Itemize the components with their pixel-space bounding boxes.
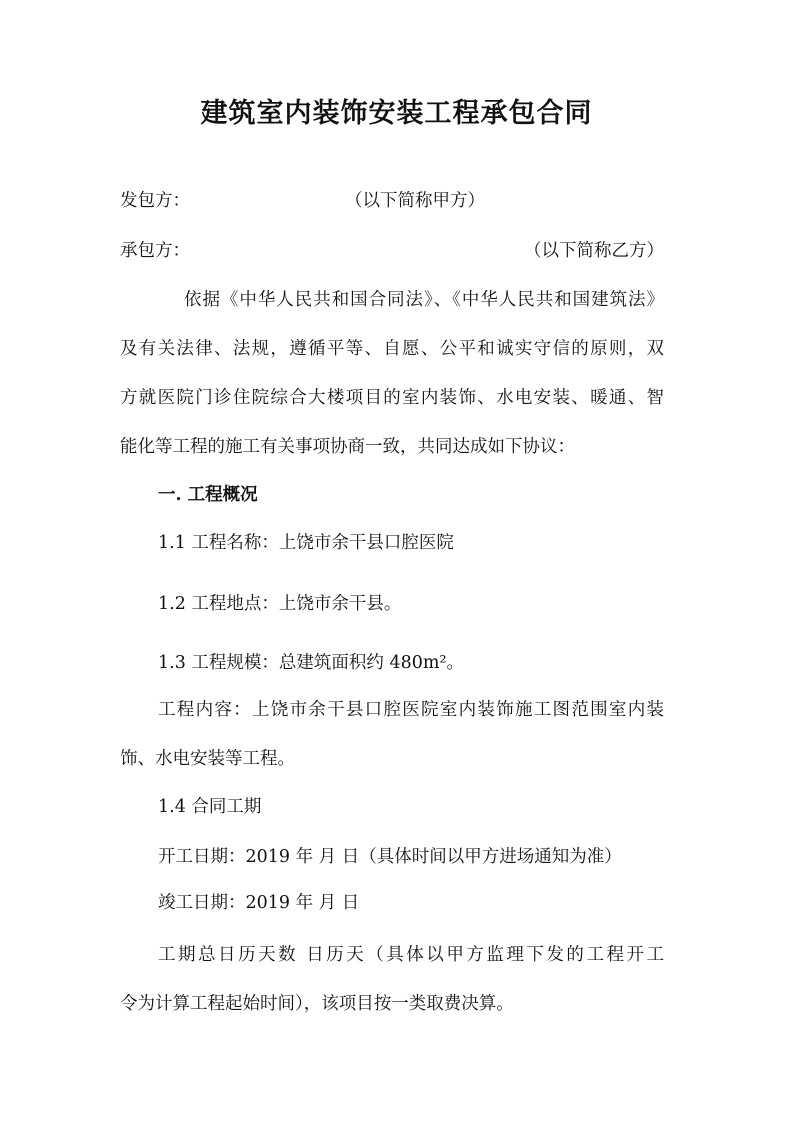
contract-period-heading: 1.4 合同工期 xyxy=(158,797,262,817)
start-date: 开工日期：2019 年 月 日（具体时间以甲方进场通知为准） xyxy=(158,847,622,867)
contractor-label: 承包方： xyxy=(120,241,190,261)
preamble-line: 能化等工程的施工有关事项协商一致，共同达成如下协议： xyxy=(120,437,575,457)
project-scale: 1.3 工程规模：总建筑面积约 480m²。 xyxy=(158,653,464,673)
preamble-line: 及有关法律、法规，遵循平等、自愿、公平和诚实守信的原则，双 xyxy=(120,339,664,359)
employer-note: （以下简称甲方） xyxy=(345,191,485,211)
employer-label: 发包方： xyxy=(120,191,190,211)
project-name: 1.1 工程名称：上饶市余干县口腔医院 xyxy=(158,533,454,553)
project-location: 1.2 工程地点：上饶市余干县。 xyxy=(158,594,402,614)
duration-line: 令为计算工程起始时间），该项目按一类取费决算。 xyxy=(120,994,514,1014)
document-title: 建筑室内装饰安装工程承包合同 xyxy=(200,98,593,129)
preamble-paragraph xyxy=(120,287,664,467)
section-heading: 一. 工程概况 xyxy=(158,485,258,505)
project-content-paragraph xyxy=(120,697,664,777)
content-line: 饰、水电安装等工程。 xyxy=(120,749,295,769)
preamble-line: 方就医院门诊住院综合大楼项目的室内装饰、水电安装、暖通、智 xyxy=(120,388,664,408)
preamble-line: 依据《中华人民共和国合同法》、《中华人民共和国建筑法》 xyxy=(184,290,664,310)
content-line: 工程内容：上饶市余干县口腔医院室内装饰施工图范围室内装 xyxy=(158,700,664,720)
completion-date: 竣工日期：2019 年 月 日 xyxy=(158,893,360,913)
duration-paragraph xyxy=(120,942,664,1022)
duration-line: 工期总日历天数 日历天（具体以甲方监理下发的工程开工 xyxy=(158,945,664,965)
contractor-note: （以下简称乙方） xyxy=(524,241,664,261)
